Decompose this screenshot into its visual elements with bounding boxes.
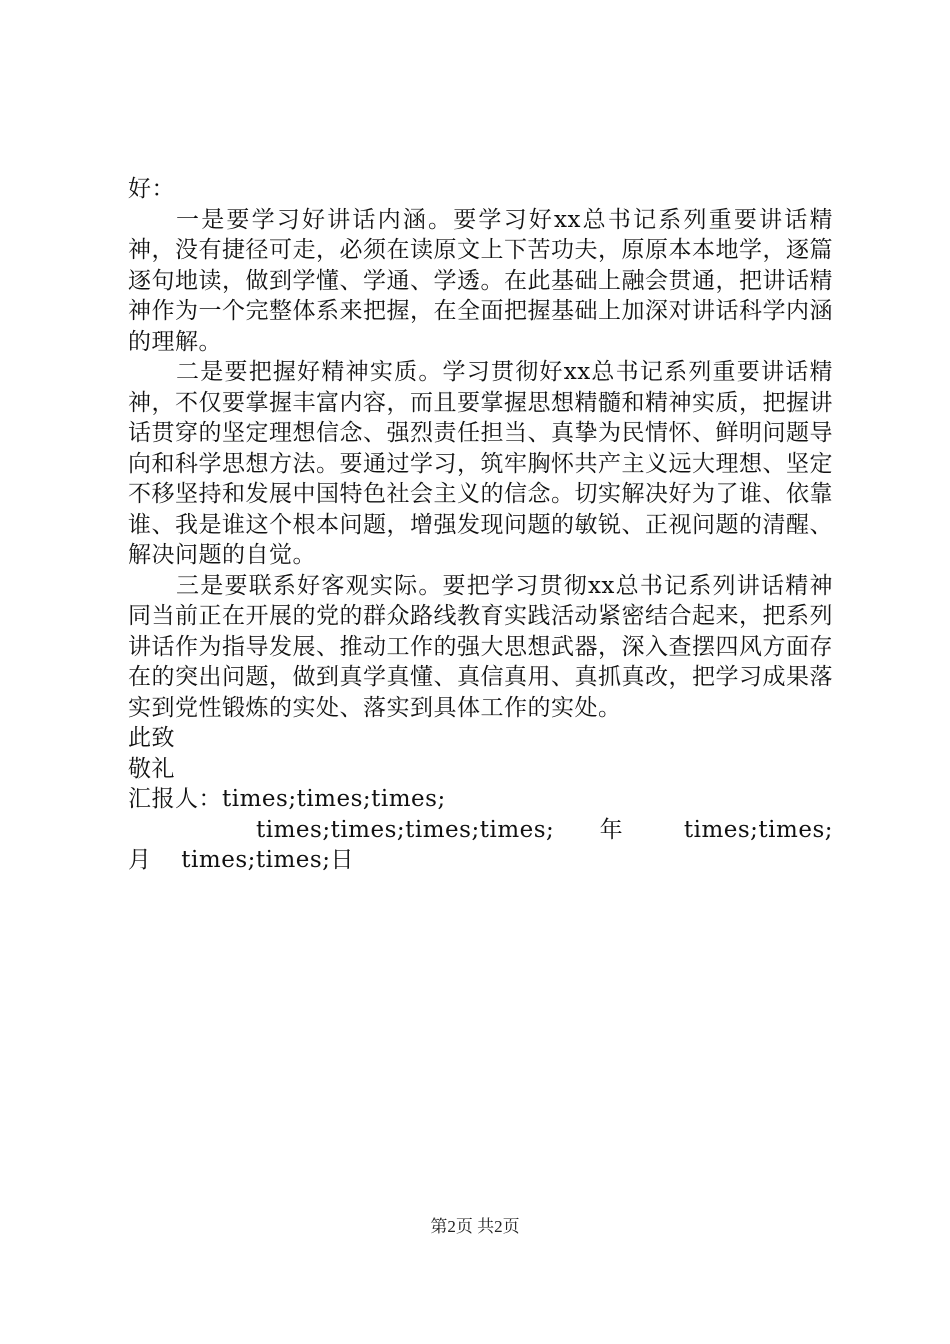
opening-fragment: 好： — [128, 176, 175, 202]
paragraph-1: 一是要学习好讲话内涵。要学习好xx总书记系列重要讲话精神，没有捷径可走，必须在读原文上下苦功夫，原原本本地学，逐篇逐句地读，做到学懂、学通、学透。在此基础上融会贯通，把讲话精神作为一个完整体系来把握，在全面把握基础上加深对讲话科学内涵的理解。 — [128, 206, 833, 355]
paragraph-3: 三是要联系好客观实际。要把学习贯彻xx总书记系列讲话精神同当前正在开展的党的群众路线教育实践活动紧密结合起来，把系列讲话作为指导发展、推动工作的强大思想武器，深入查摆四风方面存在的突出问题，做到真学真懂、真信真用、真抓真改，把学习成果落实到党性锻炼的实处、落实到具体工作的实处。 — [128, 572, 833, 721]
closing-salutation: 此致 — [128, 725, 175, 751]
paragraph-2: 二是要把握好精神实质。学习贯彻好xx总书记系列重要讲话精神，不仅要掌握丰富内容，而且要掌握思想精髓和精神实质，把握讲话贯穿的坚定理想信念、强烈责任担当、真挚为民情怀、鲜明问题导向和科学思想方法。要通过学习，筑牢胸怀共产主义远大理想、坚定不移坚持和发展中国特色社会主义的信念。切实解决好为了谁、依靠谁、我是谁这个根本问题，增强发现问题的敏锐、正视问题的清醒、解决问题的自觉。 — [128, 359, 833, 568]
document-body — [128, 174, 833, 876]
reporter-line: 汇报人：times;times;times; — [128, 786, 446, 812]
date-line: times;times;times;times; 年 times;times; 月 times;times;日 — [128, 816, 833, 873]
closing-respect: 敬礼 — [128, 755, 175, 782]
page-number-footer: 第2页 共2页 — [430, 1217, 520, 1236]
